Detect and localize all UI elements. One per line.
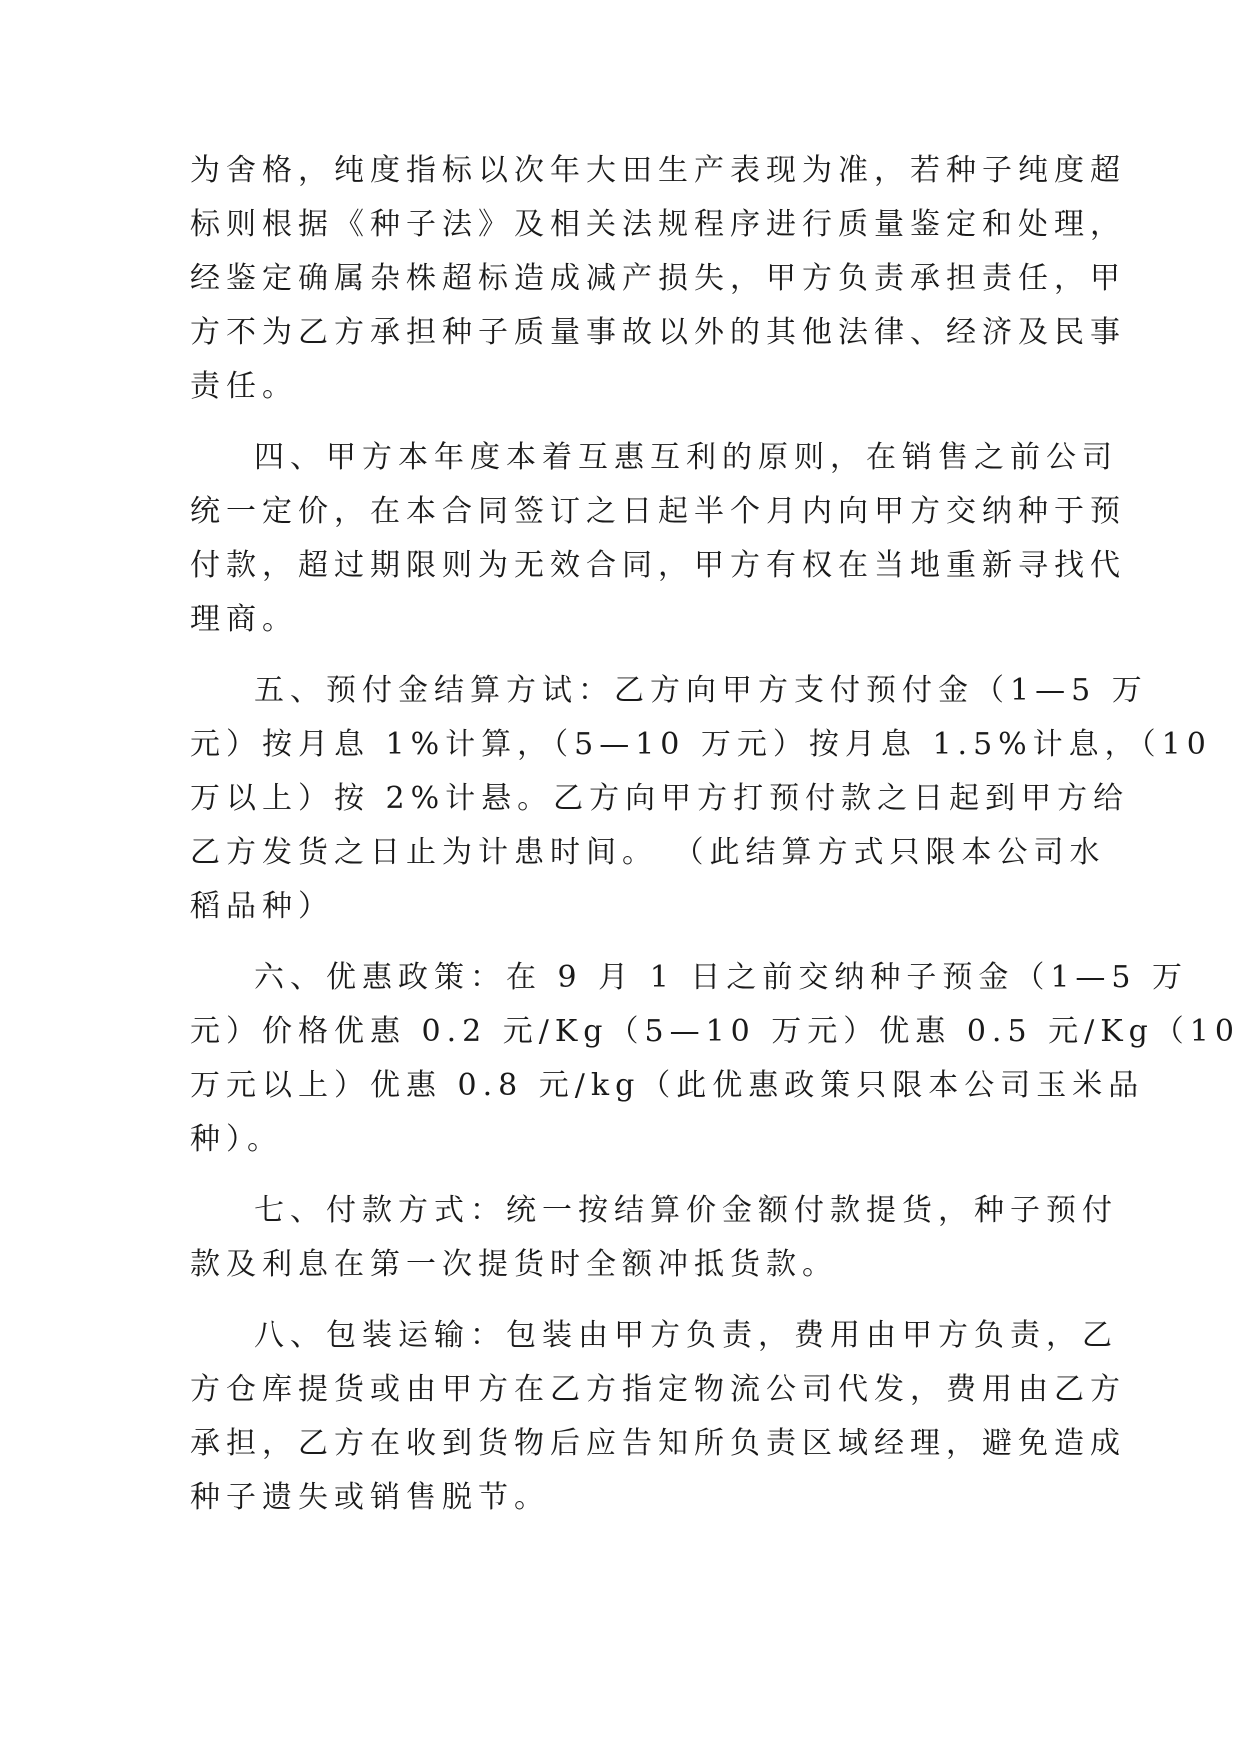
- text-line: 方仓库提货或由甲方在乙方指定物流公司代发，费用由乙方: [190, 1372, 1126, 1407]
- text-line: 万元以上）优惠 0.8 元/kg（此优惠政策只限本公司玉米品: [190, 1068, 1145, 1103]
- paragraph-start-line: 八、包装运输：包装由甲方负责，费用由甲方负责，乙: [254, 1318, 1118, 1353]
- text-line: 承担，乙方在收到货物后应告知所负责区域经理，避免造成: [190, 1426, 1126, 1461]
- text-line: 统一定价，在本合同签订之日起半个月内向甲方交纳种于预: [190, 494, 1126, 529]
- text-line: 为舍格，纯度指标以次年大田生产表现为准，若种子纯度超: [190, 153, 1126, 188]
- text-line: 理商。: [190, 602, 298, 637]
- text-line: 种子遗失或销售脱节。: [190, 1480, 550, 1515]
- text-line: 万以上）按 2%计悬。乙方向甲方打预付款之日起到甲方给: [190, 781, 1130, 816]
- paragraph-start-line: 五、预付金结算方试：乙方向甲方支付预付金（1—5 万: [254, 673, 1148, 708]
- text-line: 责任。: [190, 369, 298, 404]
- text-line: 稻品种）: [190, 889, 334, 924]
- paragraph-start-line: 四、甲方本年度本着互惠互利的原则，在销售之前公司: [254, 440, 1118, 475]
- text-line: 付款，超过期限则为无效合同，甲方有权在当地重新寻找代: [190, 548, 1126, 583]
- paragraph-start-line: 七、付款方式：统一按结算价金额付款提货，种子预付: [254, 1193, 1118, 1228]
- text-line: 种）。: [190, 1122, 283, 1157]
- text-line: 乙方发货之日止为计患时间。 （此结算方式只限本公司水: [190, 835, 1106, 870]
- text-line: 方不为乙方承担种子质量事故以外的其他法律、经济及民事: [190, 315, 1126, 350]
- text-line: 元）按月息 1%计算，（5—10 万元）按月息 1.5%计息，（10: [190, 727, 1212, 762]
- text-line: 标则根据《种子法》及相关法规程序进行质量鉴定和处理，: [190, 207, 1126, 242]
- text-line: 元）价格优惠 0.2 元/Kg（5—10 万元）优惠 0.5 元/Kg（10: [190, 1014, 1240, 1049]
- paragraph-start-line: 六、优惠政策：在 9 月 1 日之前交纳种子预金（1—5 万: [254, 960, 1189, 995]
- text-line: 经鉴定确属杂株超标造成减产损失，甲方负责承担责任，甲: [190, 261, 1126, 296]
- text-line: 款及利息在第一次提货时全额冲抵货款。: [190, 1247, 838, 1282]
